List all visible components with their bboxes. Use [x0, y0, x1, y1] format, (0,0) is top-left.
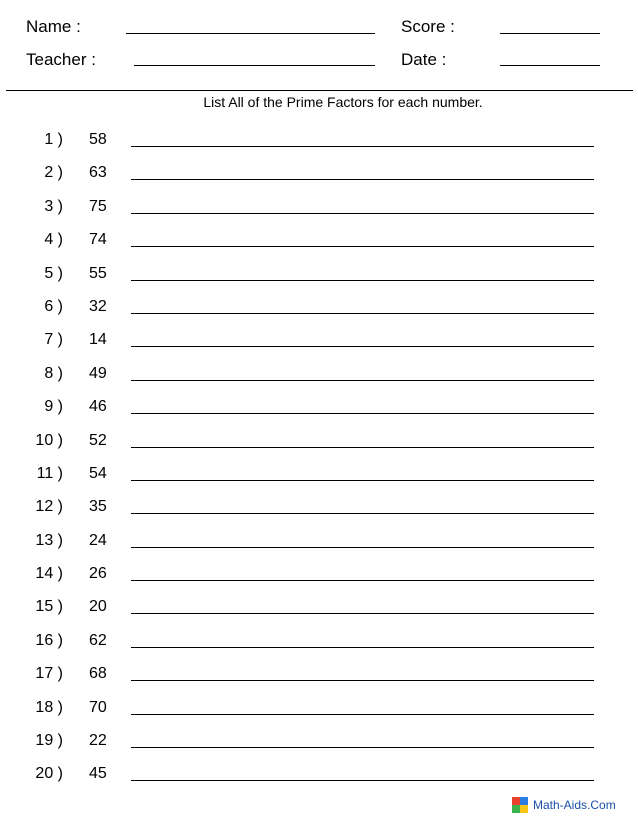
logo-square-1 [512, 797, 520, 805]
problem-row [0, 661, 638, 694]
problem-number: 8 ) [44, 364, 63, 382]
answer-line[interactable] [131, 313, 594, 314]
answer-line[interactable] [131, 413, 594, 414]
problem-value: 63 [89, 164, 107, 182]
date-label: Date : [401, 50, 447, 69]
problem-row [0, 494, 638, 527]
problem-number: 6 ) [44, 297, 63, 315]
problem-value: 20 [89, 598, 107, 616]
problem-value: 32 [89, 297, 107, 315]
problem-row [0, 695, 638, 728]
problem-value: 45 [89, 765, 107, 783]
footer-site-text: Math-Aids.Com [533, 798, 616, 812]
problem-value: 70 [89, 698, 107, 716]
problem-number: 11 ) [36, 464, 63, 482]
problem-row [0, 361, 638, 394]
problem-value: 62 [89, 631, 107, 649]
answer-line[interactable] [131, 647, 594, 648]
teacher-label: Teacher : [26, 50, 96, 69]
problem-row [0, 160, 638, 193]
logo-square-3 [512, 805, 520, 813]
problem-number: 1 ) [44, 131, 63, 148]
problem-row [0, 327, 638, 360]
problem-row [0, 594, 638, 627]
problem-number: 12 ) [35, 498, 63, 516]
problem-value: 26 [89, 565, 107, 583]
problem-number: 2 ) [44, 164, 63, 182]
problem-list [0, 127, 638, 795]
problem-value: 68 [89, 665, 107, 683]
problem-value: 24 [89, 531, 107, 549]
answer-line[interactable] [131, 780, 594, 781]
problem-number: 3 ) [44, 197, 63, 215]
logo-square-4 [520, 805, 528, 813]
problem-row [0, 261, 638, 294]
problem-row [0, 461, 638, 494]
problem-row [0, 728, 638, 761]
problem-number: 20 ) [35, 765, 63, 783]
instructions: List All of the Prime Factors for each number. [203, 94, 483, 110]
name-label: Name : [26, 17, 81, 36]
problem-value: 52 [89, 431, 107, 449]
answer-line[interactable] [131, 613, 594, 614]
problem-number: 16 ) [35, 631, 63, 649]
answer-line[interactable] [131, 280, 594, 281]
date-field[interactable] [500, 65, 600, 66]
name-field[interactable] [126, 33, 375, 34]
problem-number: 9 ) [44, 398, 63, 416]
problem-value: 58 [89, 131, 107, 148]
logo-square-2 [520, 797, 528, 805]
header-divider [6, 90, 633, 91]
problem-value: 75 [89, 197, 107, 215]
problem-row [0, 428, 638, 461]
problem-row [0, 394, 638, 427]
problem-number: 18 ) [35, 698, 63, 716]
answer-line[interactable] [131, 346, 594, 347]
problem-number: 10 ) [35, 431, 63, 449]
problem-number: 13 ) [35, 531, 63, 549]
answer-line[interactable] [131, 680, 594, 681]
problem-value: 14 [89, 331, 107, 349]
problem-row [0, 227, 638, 260]
problem-value: 35 [89, 498, 107, 516]
score-label: Score : [401, 17, 455, 36]
answer-line[interactable] [131, 213, 594, 214]
problem-row [0, 294, 638, 327]
problem-value: 54 [89, 464, 107, 482]
answer-line[interactable] [131, 480, 594, 481]
score-field[interactable] [500, 33, 600, 34]
answer-line[interactable] [131, 714, 594, 715]
problem-row [0, 528, 638, 561]
problem-number: 7 ) [44, 331, 63, 349]
problem-row [0, 561, 638, 594]
answer-line[interactable] [131, 547, 594, 548]
answer-line[interactable] [131, 747, 594, 748]
problem-value: 74 [89, 231, 107, 249]
teacher-field[interactable] [134, 65, 375, 66]
answer-line[interactable] [131, 513, 594, 514]
problem-row [0, 194, 638, 227]
problem-number: 15 ) [35, 598, 63, 616]
problem-value: 49 [89, 364, 107, 382]
answer-line[interactable] [131, 380, 594, 381]
problem-number: 14 ) [35, 565, 63, 583]
problem-number: 4 ) [44, 231, 63, 249]
problem-number: 17 ) [35, 665, 63, 683]
problem-number: 5 ) [44, 264, 63, 282]
answer-line[interactable] [131, 246, 594, 247]
problem-value: 46 [89, 398, 107, 416]
math-aids-logo-icon [512, 797, 528, 813]
answer-line[interactable] [131, 179, 594, 180]
problem-number: 19 ) [35, 732, 63, 750]
answer-line[interactable] [131, 447, 594, 448]
problem-row [0, 761, 638, 794]
problem-value: 22 [89, 732, 107, 750]
problem-value: 55 [89, 264, 107, 282]
problem-row [0, 127, 638, 160]
problem-row [0, 628, 638, 661]
answer-line[interactable] [131, 580, 594, 581]
answer-line[interactable] [131, 146, 594, 147]
footer [512, 797, 616, 813]
